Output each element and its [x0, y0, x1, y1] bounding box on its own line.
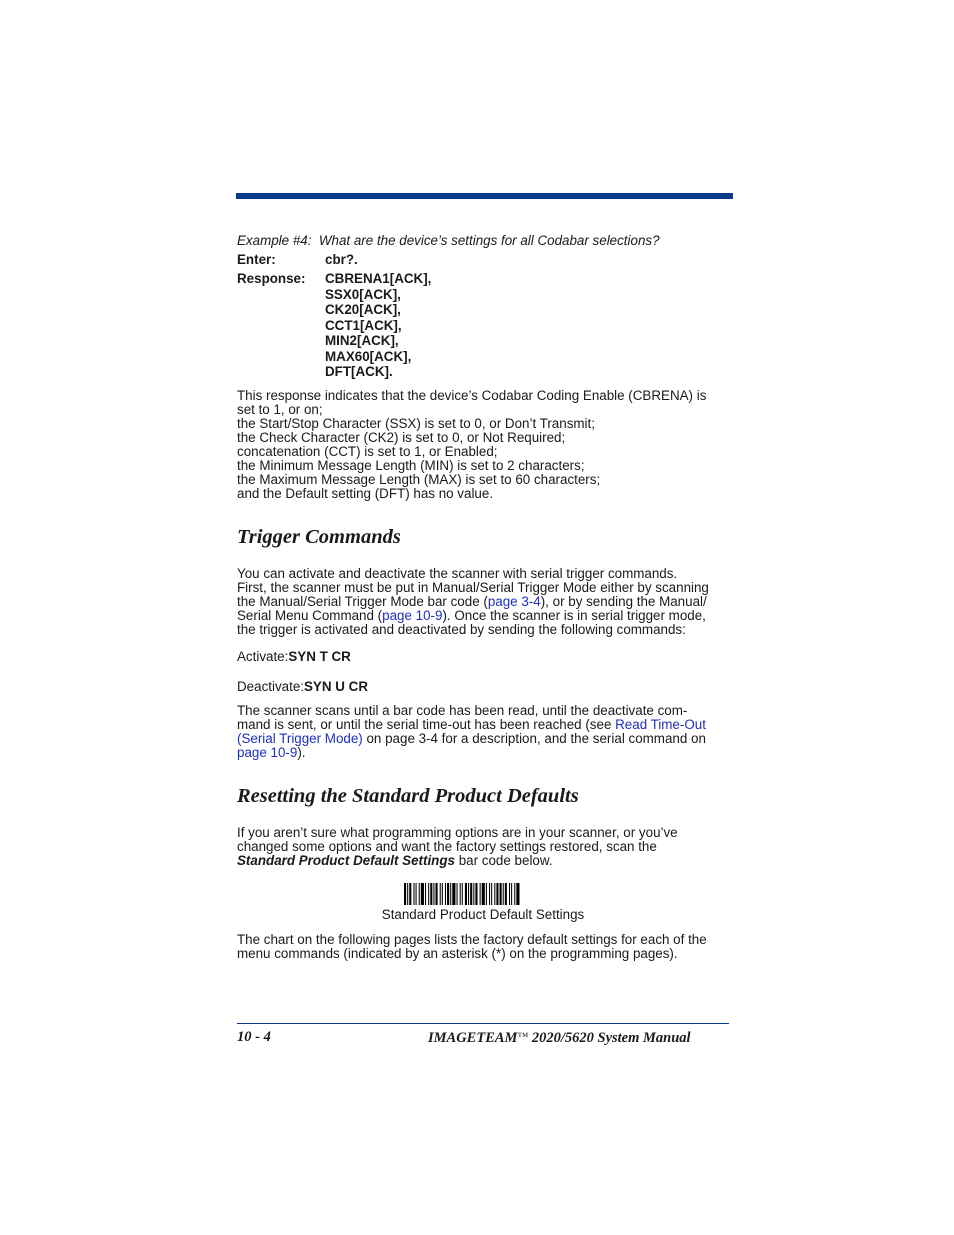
explanation-line: the Start/Stop Character (SSX) is set to 0, or Don’t Transmit;	[237, 416, 595, 431]
barcode-bar	[436, 883, 438, 905]
text-run: the Manual/Serial Trigger Mode bar code (	[237, 594, 488, 609]
barcode-bar	[425, 883, 426, 905]
text-line	[237, 854, 678, 868]
trademark-symbol: ™	[517, 1031, 529, 1043]
text-run: ), or by sending the Manual/	[540, 594, 707, 609]
reset-paragraph	[237, 826, 678, 868]
barcode-bar	[489, 883, 490, 905]
text-line: The scanner scans until a bar code has been read, until the deactivate com-	[237, 703, 688, 718]
response-line: CK20[ACK],	[325, 302, 401, 317]
title-brand: IMAGETEAM	[428, 1030, 518, 1046]
text-run: ). Once the scanner is in serial trigger mode,	[442, 608, 706, 623]
deactivate-code: SYN U CR	[304, 679, 368, 694]
reset-defaults-heading: Resetting the Standard Product Defaults	[237, 785, 579, 807]
enter-label: Enter:	[237, 252, 276, 267]
text-line: If you aren’t sure what programming options are in your scanner, or you’ve	[237, 825, 678, 840]
response-line: MAX60[ACK],	[325, 348, 412, 364]
barcode-bar	[430, 883, 432, 905]
example-line	[237, 234, 660, 248]
barcode-bar	[460, 883, 461, 905]
text-run: bar code below.	[455, 853, 553, 868]
scan-paragraph	[237, 704, 706, 760]
explanation-line: the Minimum Message Length (MIN) is set to 2 characters;	[237, 458, 585, 473]
barcode-bar	[482, 883, 485, 905]
page-3-4-link[interactable]: page 3-4	[487, 594, 541, 609]
barcode-bar	[447, 883, 449, 905]
barcode-bar	[421, 883, 424, 905]
barcode-bar	[416, 883, 417, 905]
barcode-bar	[500, 883, 502, 905]
chart-paragraph	[237, 933, 707, 961]
text-line	[237, 746, 706, 760]
manual-title	[428, 1028, 691, 1047]
response-line: DFT[ACK].	[325, 364, 393, 379]
barcode-bar	[407, 883, 408, 905]
explanation-line: set to 1, or on;	[237, 402, 323, 417]
text-line: changed some options and want the factory settings restored, scan the	[237, 839, 657, 854]
barcode-bar	[516, 883, 519, 905]
default-settings-barcode[interactable]	[404, 883, 564, 905]
text-line: the trigger is activated and deactivated by sending the following commands:	[237, 622, 686, 637]
barcode-bar	[452, 883, 455, 905]
barcode-bar	[462, 883, 463, 905]
barcode-bar	[404, 883, 406, 905]
footer-rule	[237, 1023, 729, 1024]
barcode-bar	[491, 883, 492, 905]
response-line: SSX0[ACK],	[325, 286, 401, 302]
title-rest: 2020/5620 System Manual	[528, 1030, 691, 1046]
header-rule	[236, 193, 733, 199]
barcode-bar	[514, 883, 515, 905]
barcode-bar	[480, 883, 481, 905]
explanation-paragraph	[237, 389, 706, 501]
barcode-bar	[465, 883, 467, 905]
explanation-line: the Check Character (CK2) is set to 0, or Not Required;	[237, 430, 566, 445]
page-10-9-link[interactable]: page 10-9	[237, 745, 298, 760]
text-line: First, the scanner must be put in Manual/Serial Trigger Mode either by scanning	[237, 580, 709, 595]
text-run: on page 3-4 for a description, and the serial command on	[362, 731, 706, 746]
barcode-bar	[509, 883, 510, 905]
barcode-bar	[428, 883, 429, 905]
trigger-intro-paragraph	[237, 567, 709, 637]
page-10-9-link[interactable]: page 10-9	[382, 608, 443, 623]
text-line: The chart on the following pages lists the factory default settings for each of the	[237, 932, 707, 947]
barcode-bar	[419, 883, 420, 905]
emphasis-text: Standard Product Default Settings	[237, 853, 455, 868]
barcode-bar	[450, 883, 451, 905]
text-line: You can activate and deactivate the scanner with serial trigger commands.	[237, 566, 678, 581]
activate-code: SYN T CR	[288, 649, 351, 664]
text-line: menu commands (indicated by an asterisk (*) on the programming pages).	[237, 946, 678, 961]
barcode-bar	[473, 883, 474, 905]
deactivate-command	[237, 680, 368, 694]
text-line	[237, 732, 706, 746]
page-number: 10 - 4	[237, 1029, 271, 1045]
activate-command	[237, 650, 351, 664]
example-label: Example #4:	[237, 233, 312, 248]
text-line	[237, 595, 709, 609]
example-question: What are the device’s settings for all Codabar selections?	[318, 233, 660, 248]
barcode-bar	[470, 883, 472, 905]
trigger-commands-heading: Trigger Commands	[237, 526, 401, 548]
text-line	[237, 718, 706, 732]
barcode-caption: Standard Product Default Settings	[381, 907, 585, 922]
barcode-bar	[457, 883, 458, 905]
barcode-bar	[440, 883, 441, 905]
barcode-bar	[413, 883, 414, 905]
barcode-bar	[494, 883, 495, 905]
barcode-bar	[505, 883, 507, 905]
barcode-bar	[445, 883, 446, 905]
response-lines	[325, 271, 431, 380]
text-run: ).	[297, 745, 306, 760]
explanation-line: and the Default setting (DFT) has no value.	[237, 486, 494, 501]
serial-trigger-mode-link[interactable]: (Serial Trigger Mode)	[237, 731, 363, 746]
barcode-bar	[503, 883, 504, 905]
barcode-bar	[496, 883, 498, 905]
response-line: MIN2[ACK],	[325, 333, 399, 348]
activate-label: Activate:	[237, 649, 289, 664]
read-time-out-link[interactable]: Read Time-Out	[615, 717, 706, 732]
text-run: mand is sent, or until the serial time-out has been reached (see	[237, 717, 616, 732]
deactivate-label: Deactivate:	[237, 679, 304, 694]
explanation-line: the Maximum Message Length (MAX) is set to 60 characters;	[237, 472, 601, 487]
explanation-line: This response indicates that the device’s Codabar Coding Enable (CBRENA) is	[237, 388, 707, 403]
text-line	[237, 609, 709, 623]
response-line: CCT1[ACK],	[325, 317, 402, 333]
response-label: Response:	[237, 271, 306, 286]
response-line: CBRENA1[ACK],	[325, 271, 432, 286]
barcode-bar	[468, 883, 469, 905]
barcode-bar	[433, 883, 434, 905]
barcode-bar	[511, 883, 512, 905]
barcode-bar	[486, 883, 487, 905]
barcode-bar	[409, 883, 411, 905]
barcode-bar	[442, 883, 443, 905]
enter-value: cbr?.	[325, 252, 358, 267]
text-run: Serial Menu Command (	[237, 608, 383, 623]
barcode-bar	[475, 883, 477, 905]
explanation-line: concatenation (CCT) is set to 1, or Enabled;	[237, 444, 498, 459]
